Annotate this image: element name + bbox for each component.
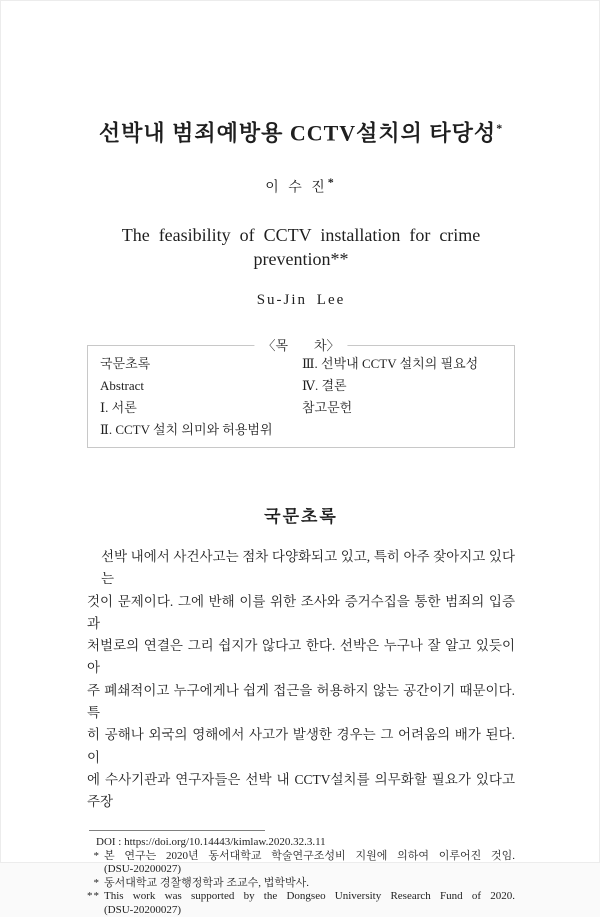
footnote-continuation: (DSU-20200027) [104, 863, 181, 876]
paper-title-english-line2: prevention** [253, 248, 349, 269]
toc-item: Ⅲ. 선박내 CCTV 설치의 필요성 [302, 355, 479, 371]
paper-title-english [87, 223, 515, 271]
footnotes-block [87, 836, 515, 917]
author-korean [87, 173, 515, 198]
author-korean-name: 이 수 진 [265, 180, 328, 196]
toc-left-column [100, 353, 302, 441]
footnote-separator-rule [89, 830, 265, 831]
toc-header-label: 〈목 차〉 [254, 337, 347, 354]
toc-item: 참고문헌 [302, 399, 353, 415]
toc-item: Ⅱ. CCTV 설치 의미와 허용범위 [100, 421, 273, 437]
paper-title-english-line1: The feasibility of CCTV installation for crime [121, 224, 481, 245]
footnote-text [104, 877, 515, 890]
footnote-marker: * [93, 849, 100, 862]
table-of-contents-box [87, 337, 515, 448]
toc-item: Abstract [100, 377, 145, 393]
footnote-text [104, 890, 515, 917]
footnote-text-line: 동서대학교 경찰행정학과 조교수, 법학박사. [104, 876, 310, 889]
abstract-line: 주 폐쇄적이고 누구에게나 쉽게 접근을 허용하지 않는 공간이기 때문이다. 특 [87, 682, 515, 721]
paper-title-korean-text: 선박내 범죄예방용 CCTV설치의 타당성 [98, 120, 497, 146]
footnote-text [104, 850, 515, 877]
paper-title-korean [87, 1, 515, 148]
footnote-text-line: This work was supported by the Dongseo University Research Fund of 2020. [104, 890, 515, 903]
footnote-item [87, 850, 515, 877]
toc-item: Ⅰ. 서론 [100, 399, 137, 415]
abstract-line: 에 수사기관과 연구자들은 선박 내 CCTV설치를 의무화할 필요가 있다고 주장 [87, 771, 515, 810]
footnote-text-line: 본 연구는 2020년 동서대학교 학술연구조성비 지원에 의하여 이루어진 것임. [104, 849, 515, 862]
footnote-marker: ** [87, 890, 100, 903]
toc-right-column [302, 353, 504, 441]
text-block [87, 1, 515, 917]
author-english: Su-Jin Lee [256, 291, 346, 308]
abstract-paragraph [87, 546, 515, 814]
toc-columns [100, 353, 504, 441]
toc-item: Ⅳ. 결론 [302, 377, 347, 393]
toc-item: 국문초록 [100, 355, 151, 371]
abstract-section-heading: 국문초록 [264, 506, 338, 526]
abstract-line: 선박 내에서 사건사고는 점차 다양화되고 있고, 특히 아주 잦아지고 있다는 [101, 548, 515, 587]
footnote-continuation: (DSU-20200027) [104, 903, 181, 916]
abstract-line: 히 공해나 외국의 영해에서 사고가 발생한 경우는 그 어려움의 배가 된다. 이 [87, 727, 515, 765]
footnote-item [87, 877, 515, 890]
title-footnote-marker: * [496, 121, 504, 135]
abstract-line: 처벌로의 연결은 그리 쉽지가 않다고 한다. 선박은 누구나 잘 알고 있듯이 아 [87, 638, 515, 676]
footnote-item [87, 890, 515, 917]
author-footnote-marker: * [327, 175, 337, 190]
doi-line: DOI : https://doi.org/10.14443/kimlaw.2020.32.3.11 [96, 835, 326, 848]
abstract-line: 것이 문제이다. 그에 반해 이를 위한 조사와 증거수집을 통한 범죄의 입증과 [87, 593, 515, 631]
footnote-marker: * [93, 876, 100, 889]
